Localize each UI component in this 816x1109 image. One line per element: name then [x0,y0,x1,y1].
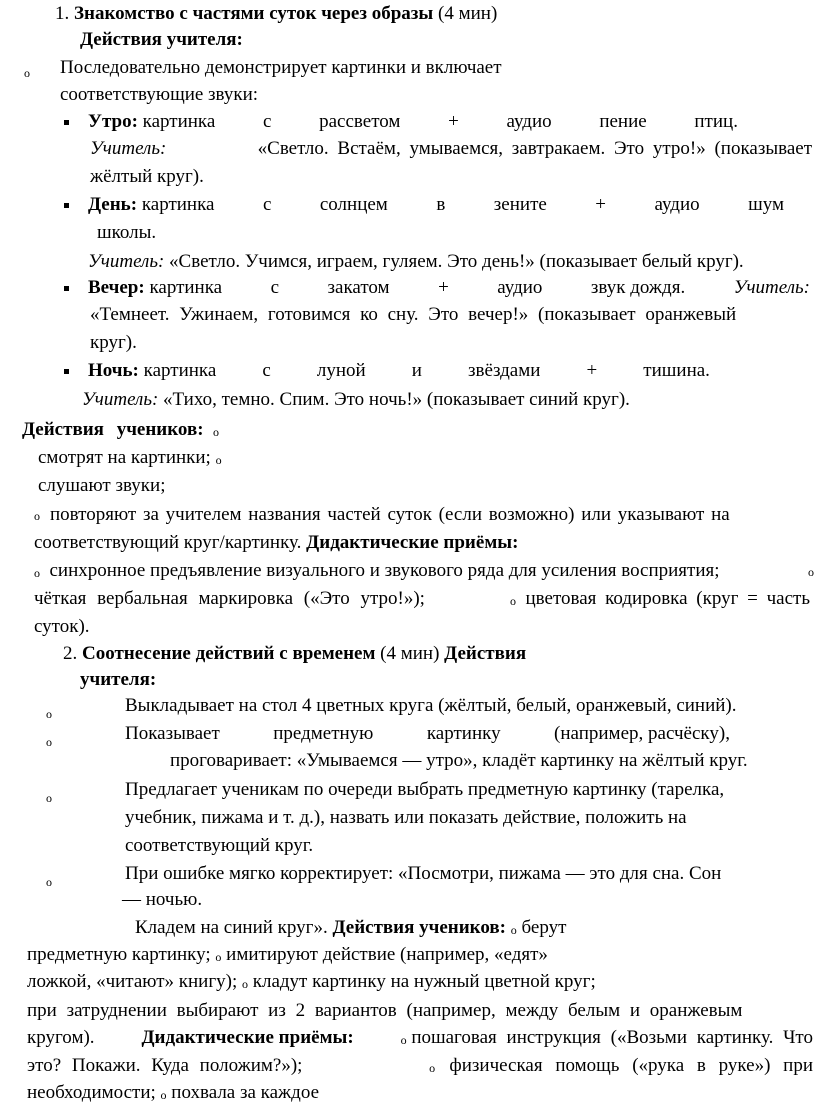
bullet-icon: o [46,707,52,721]
section-2-heading: 2. Соотнесение действий с временем (4 мин) Действия [63,643,527,664]
morning-teacher-quote: Учитель: «Светло. Встаём, умываемся, завтракаем. Это утро!» (показывает [90,138,812,159]
bullet-icon: o [509,594,516,608]
student-action-3-cont: соответствующий круг/картинку. Дидактические приёмы: [34,532,519,553]
bullet-icon: o [160,1088,167,1102]
night-teacher-quote: Учитель: «Тихо, темно. Спим. Это ночь!» (показывает синий круг). [82,389,630,410]
didactic-1: o синхронное предъявление визуального и звукового ряда для усиления восприятия; o [34,559,814,584]
bullet-icon: o [400,1033,407,1047]
bullet-icon: o [808,565,814,579]
morning-quote-cont: жёлтый круг). [90,166,204,187]
bullet-icon: o [34,509,40,523]
teacher-step-4-cont: — ночью. [122,889,203,910]
square-bullet-icon [64,369,69,374]
bullet-icon: o [24,66,30,80]
morning-item: Утро: картинка с рассветом + аудио пение птиц. [88,111,738,132]
bullet-icon: o [46,735,52,749]
evening-item: Вечер: картинка с закатом + аудио звук дождя. Учитель: [88,277,810,298]
day-item: День: картинка с солнцем в зените + аудио шум [88,194,784,215]
day-teacher-quote: Учитель: «Светло. Учимся, играем, гуляем. Это день!» (показывает белый круг). [88,251,744,272]
didactic-heading-2: Дидактические приёмы: [141,1027,354,1048]
student-action-3: o повторяют за учителем названия частей суток (если возможно) или указывают на [34,503,810,527]
didactic-2: чёткая вербальная маркировка («Это утро!»); o цветовая кодировка (круг = часть [34,588,810,609]
section-number: 1. [55,3,70,24]
teacher-step-3-cont: учебник, пижама и т. д.), назвать или показать действие, положить на [125,807,687,828]
didactic-2-line: кругом). Дидактические приёмы: o пошаговая инструкция («Возьми картинку. Что [27,1026,813,1051]
teacher-actions-heading-2: учителя: [80,669,157,690]
square-bullet-icon [64,120,69,125]
evening-quote: «Темнеет. Ужинаем, готовимся ко сну. Это вечер!» (показывает оранжевый [90,304,737,325]
bullet-icon: o [46,791,52,805]
teacher-step-3: Предлагает ученикам по очереди выбрать предметную картинку (тарелка, [125,779,725,800]
didactic-2-line-3: необходимости; o похвала за каждое [27,1082,320,1103]
student-step-1: предметную картинку; o имитируют действие (например, «едят» [27,944,548,965]
students-actions-heading-2: Действия учеников: [332,917,506,938]
square-bullet-icon [64,286,69,291]
didactic-heading: Дидактические приёмы: [306,532,519,553]
night-item: Ночь: картинка с луной и звёздами + тишина. [88,360,710,381]
intro-line-2: соответствующие звуки: [60,84,259,105]
bullet-icon: o [215,453,222,467]
bullet-icon: o [213,425,220,439]
evening-quote-cont: круг). [90,332,137,353]
teacher-step-3-cont2: соответствующий круг. [125,835,314,856]
student-step-2: ложкой, «читают» книгу); o кладут картинку на нужный цветной круг; [27,971,596,992]
intro-line-1: Последовательно демонстрирует картинки и включает [60,57,502,78]
student-step-4: при затруднении выбирают из 2 вариантов (например, между белым и оранжевым [27,1000,743,1021]
student-action-1: смотрят на картинки; o [38,447,222,468]
teacher-step-2: Показывает предметную картинку (например, расчёску), [125,723,730,744]
teacher-step-4: При ошибке мягко корректирует: «Посмотри, пижама — это для сна. Сон [125,863,722,884]
bullet-icon: o [46,875,52,889]
bullet-icon: o [215,950,222,964]
teacher-step-4-cont2: Кладем на синий круг». Действия учеников: o берут [135,917,567,938]
bullet-icon: o [429,1061,436,1075]
bullet-icon: o [510,923,517,937]
bullet-icon: o [241,977,248,991]
didactic-2-line-2: это? Покажи. Куда положим?»); o физическая помощь («рука в руке») при [27,1055,813,1076]
students-actions-heading: Действия учеников: o [22,419,220,440]
teacher-actions-heading: Действия учителя: [80,29,243,50]
bullet-icon: o [34,566,40,580]
square-bullet-icon [64,203,69,208]
day-cont: школы. [97,222,157,243]
student-action-2: слушают звуки; [38,475,166,496]
section-1-heading [55,2,497,26]
teacher-step-2-cont: проговаривает: «Умываемся — утро», кладёт картинку на жёлтый круг. [170,750,748,771]
section-duration: (4 мин) [438,3,498,24]
teacher-step-1: Выкладывает на стол 4 цветных круга (жёлтый, белый, оранжевый, синий). [125,695,737,716]
section-title: Знакомство с частями суток через образы [74,3,434,24]
didactic-3: суток). [34,616,90,637]
